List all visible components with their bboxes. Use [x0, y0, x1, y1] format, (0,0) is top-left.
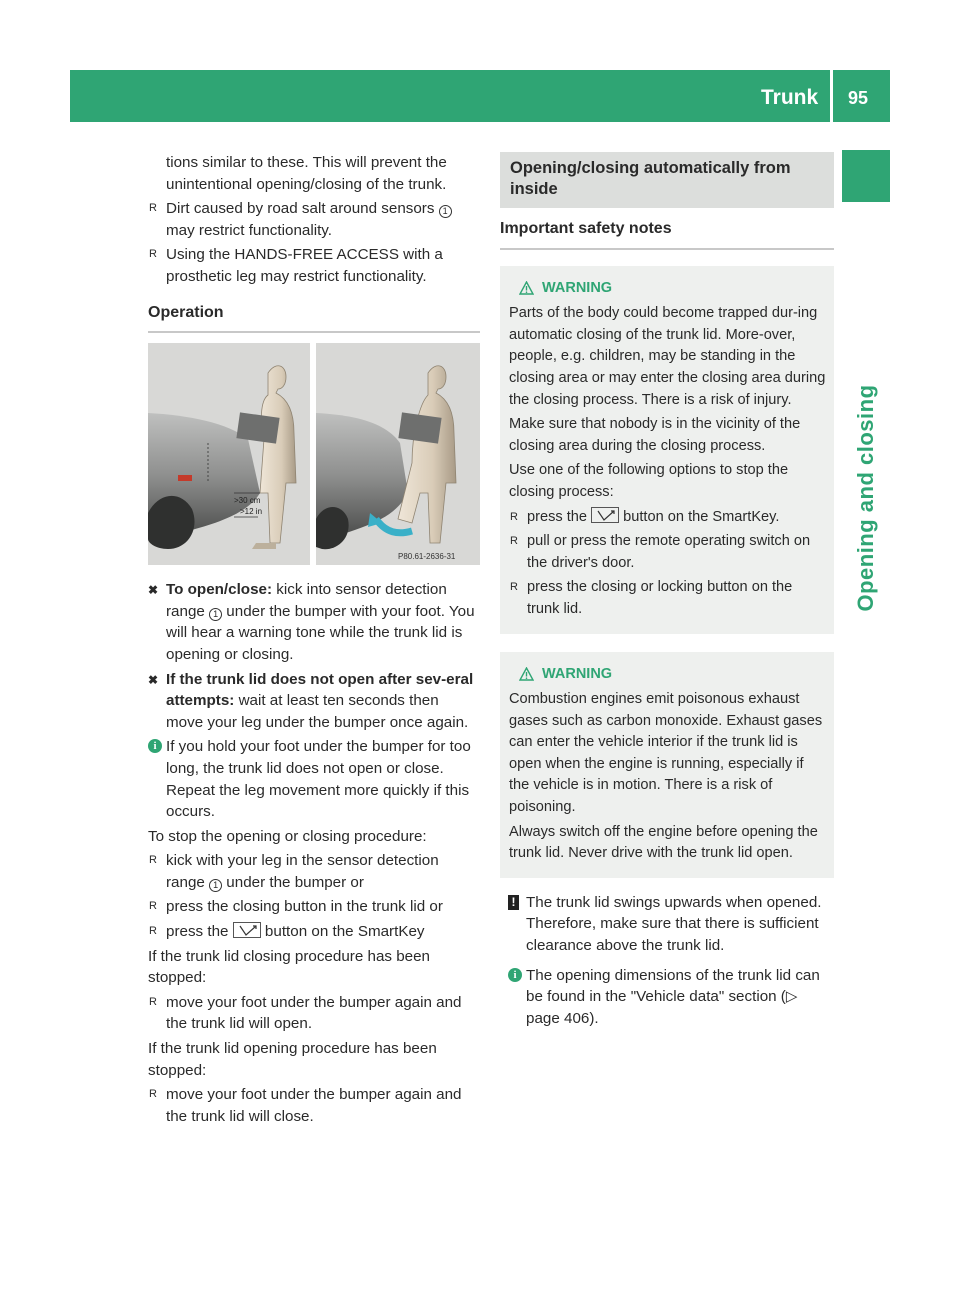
intro-text: tions similar to these. This will prevent the unintentional opening/closing of the trunk.: [166, 154, 447, 193]
caution-note: ! The trunk lid swings upwards when opened. Therefore, make sure that there is sufficient clearance above the trunk lid.: [508, 892, 834, 957]
bullet-marker: R: [149, 854, 157, 867]
opening-stopped-text: If the trunk lid opening procedure has been stopped:: [148, 1040, 437, 1079]
info-note: i The opening dimensions of the trunk lid can be found in the "Vehicle data" section (▷ page 406).: [508, 965, 834, 1030]
closing-stopped-text: If the trunk lid closing procedure has been stopped:: [148, 947, 430, 987]
figure-panel-right: [316, 343, 480, 565]
caution-icon: !: [508, 895, 519, 910]
list-item: R Dirt caused by road salt around sensors 1 may restrict functionality.: [148, 198, 480, 241]
step-arrow-icon: ✖: [148, 672, 159, 687]
operation-figure: [148, 343, 480, 565]
bullet-marker: R: [149, 248, 157, 261]
bullet-marker: R: [510, 535, 518, 548]
bullet-marker: R: [510, 510, 518, 523]
info-note: i If you hold your foot under the bumper for too long, the trunk lid does not open or close. Repeat the leg movement more quickly if this occurs.: [148, 736, 480, 822]
svg-text:>30 cm: >30 cm: [234, 496, 261, 506]
page-section-title: Trunk: [761, 86, 819, 109]
page-number: 95: [848, 88, 869, 108]
trunk-key-icon: [233, 922, 261, 938]
bullet-marker: R: [149, 995, 157, 1008]
list-item: R pull or press the remote operating switch on the driver's door.: [510, 533, 811, 571]
info-icon: i: [148, 739, 162, 753]
warning-triangle-icon: [519, 281, 534, 295]
warning-header: WARNING: [509, 278, 826, 300]
bullet-marker: R: [510, 581, 518, 594]
list-item: R press the closing or locking button on the trunk lid.: [510, 579, 793, 617]
list-item: R move your foot under the bumper again and the trunk lid will open.: [149, 993, 462, 1033]
figure-code: P80.61-2636-31: [398, 552, 456, 562]
warning-triangle-icon: [519, 667, 534, 681]
bullet-marker: R: [149, 925, 157, 938]
bullet-marker: R: [149, 1088, 157, 1101]
sensor-ref-icon: 1: [439, 205, 452, 218]
list-item: R move your foot under the bumper again and the trunk lid will close.: [149, 1086, 462, 1125]
chapter-label: Opening and closing: [853, 384, 878, 612]
list-item: R Using the HANDS-FREE ACCESS with a prosthetic leg may restrict functionality.: [149, 246, 443, 285]
bullet-marker: R: [149, 202, 157, 215]
figure-panel-left: [148, 343, 310, 565]
info-icon: i: [508, 968, 522, 982]
warning-header: WARNING: [509, 664, 826, 686]
left-column: [148, 152, 480, 1130]
kick-motion-illustration: [316, 343, 480, 565]
subsection-heading: Important safety notes: [500, 208, 834, 250]
bullet-marker: R: [149, 900, 157, 913]
stop-intro: To stop the opening or closing procedure:: [148, 827, 427, 845]
sensor-ref-icon: 1: [209, 608, 222, 621]
right-column: [500, 152, 834, 1032]
chapter-tab: [842, 150, 890, 202]
list-item: R press the button on the SmartKey.: [509, 507, 826, 529]
list-item: R press the closing button in the trunk lid or: [148, 896, 480, 918]
trunk-key-icon: [591, 507, 619, 523]
step-retry: ✖ If the trunk lid does not open after sev-eral attempts: wait at least ten seconds then move your leg under the bumper once again.: [148, 670, 474, 731]
operation-heading: Operation: [148, 302, 480, 334]
section-heading: Opening/closing automatically from inside: [500, 152, 834, 208]
kick-sensor-illustration: [148, 343, 310, 565]
step-arrow-icon: ✖: [148, 583, 159, 598]
list-item: R press the button on the SmartKey: [148, 921, 480, 943]
warning-box-exhaust: WARNING Combustion engines emit poisonous exhaust gases such as carbon monoxide. Exhaust gases can enter the vehicle interior if the trunk lid is open when the engine is running, especially if the vehicle is in motion. There is a risk of poisoning. Always switch off the engine before opening the trunk lid. Never drive with the trunk lid open.: [500, 652, 834, 878]
warning-box-trapping: WARNING Parts of the body could become trapped dur-ing automatic closing of the trunk lid. More-over, people, e.g. children, may be standing in the closing area or may enter the closing area during the closing process. There is a risk of injury. Make sure that nobody is in the vicinity of the closing area during the closing process. Use one of the following options to stop the closing process: R press the button on the SmartKey. R pull or press the remote operating switch on the driver's door. R press the closing or locking button on the trunk lid.: [500, 266, 834, 634]
header-divider: [830, 70, 833, 122]
page-ref-arrow-icon: ▷: [785, 988, 798, 1006]
sensor-ref-icon: 1: [209, 879, 222, 892]
svg-text:>12 in: >12 in: [240, 507, 263, 517]
step-open-close: ✖ To open/close: kick into sensor detection range 1 under the bumper with your foot. You will hear a warning tone while the trunk lid is opening or closing.: [148, 581, 475, 663]
list-item: R kick with your leg in the sensor detection range 1 under the bumper or: [149, 852, 439, 891]
